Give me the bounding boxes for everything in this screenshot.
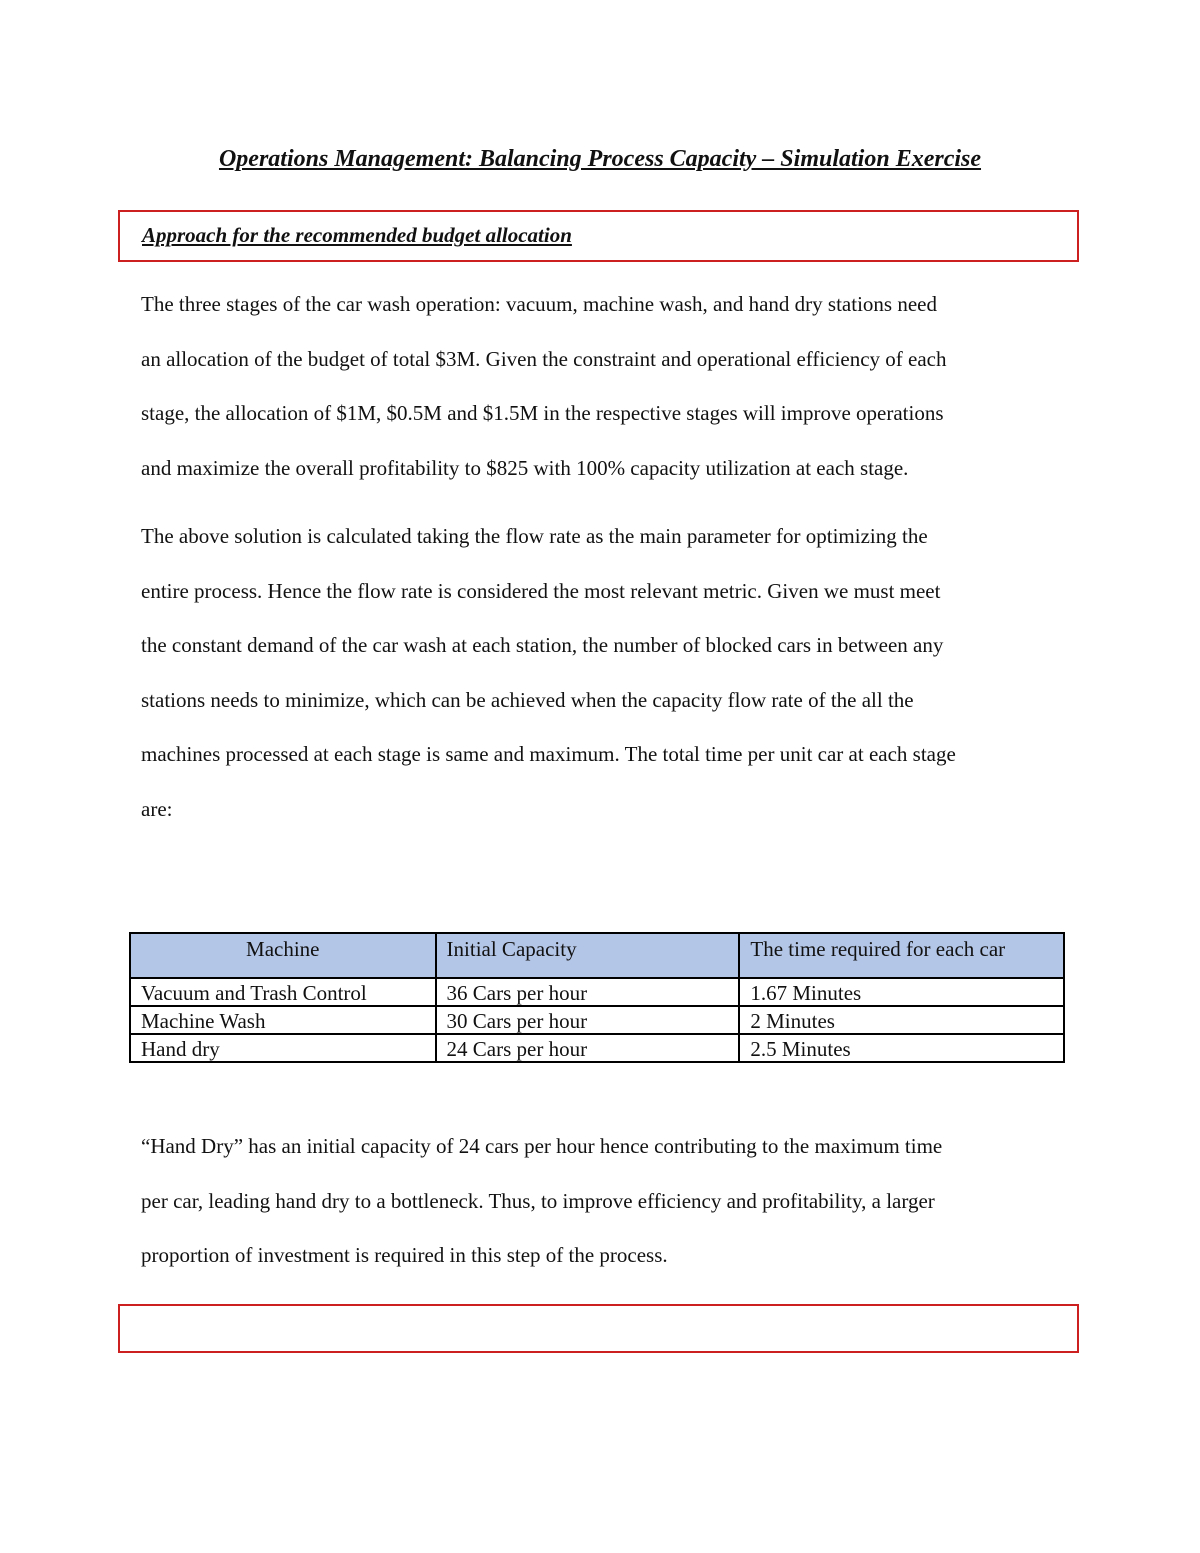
paragraph-line: stage, the allocation of $1M, $0.5M and $1.5M in the respective stages will improve operations xyxy=(141,401,944,425)
paragraph-line: The above solution is calculated taking the flow rate as the main parameter for optimizing the xyxy=(141,524,928,548)
paragraph-budget-allocation xyxy=(141,277,1066,495)
paragraph-line: are: xyxy=(141,796,173,821)
paragraph-line: an allocation of the budget of total $3M. Given the constraint and operational efficiency of each xyxy=(141,346,947,371)
section-heading: Approach for the recommended budget allocation xyxy=(142,223,572,247)
table-row xyxy=(130,1034,1064,1062)
table-header-initial-capacity: Initial Capacity xyxy=(436,933,740,978)
table-cell: 2 Minutes xyxy=(739,1006,1064,1034)
paragraph-line: proportion of investment is required in this step of the process. xyxy=(141,1243,668,1267)
paragraph-flow-rate xyxy=(141,509,1066,836)
table-row xyxy=(130,978,1064,1006)
paragraph-line: machines processed at each stage is same and maximum. The total time per unit car at each stage xyxy=(141,742,956,766)
paragraph-line: entire process. Hence the flow rate is considered the most relevant metric. Given we must meet xyxy=(141,578,941,603)
table-cell: 2.5 Minutes xyxy=(739,1034,1064,1062)
table-header-time-required: The time required for each car xyxy=(739,933,1064,978)
empty-heading-box xyxy=(118,1304,1079,1353)
paragraph-line: per car, leading hand dry to a bottleneck. Thus, to improve efficiency and profitability, a larger xyxy=(141,1188,935,1213)
paragraph-line: “Hand Dry” has an initial capacity of 24 cars per hour hence contributing to the maximum time xyxy=(141,1134,943,1158)
paragraph-line: and maximize the overall profitability to $825 with 100% capacity utilization at each stage. xyxy=(141,455,909,480)
document-title: Operations Management: Balancing Process Capacity – Simulation Exercise xyxy=(218,146,982,172)
capacity-table xyxy=(129,932,1065,1063)
paragraph-bottleneck xyxy=(141,1119,1066,1283)
table-cell: Machine Wash xyxy=(130,1006,436,1034)
table-header-row xyxy=(130,933,1064,978)
table-cell: Vacuum and Trash Control xyxy=(130,978,436,1006)
paragraph-line: The three stages of the car wash operation: vacuum, machine wash, and hand dry stations need xyxy=(141,292,937,316)
table-row xyxy=(130,1006,1064,1034)
table-cell: 30 Cars per hour xyxy=(436,1006,740,1034)
table-cell: Hand dry xyxy=(130,1034,436,1062)
section-heading-box xyxy=(118,210,1079,262)
table-cell: 36 Cars per hour xyxy=(436,978,740,1006)
paragraph-line: the constant demand of the car wash at each station, the number of blocked cars in between any xyxy=(141,633,944,657)
table-header-machine: Machine xyxy=(130,933,436,978)
paragraph-line: stations needs to minimize, which can be achieved when the capacity flow rate of the all the xyxy=(141,687,914,712)
table-cell: 24 Cars per hour xyxy=(436,1034,740,1062)
table-cell: 1.67 Minutes xyxy=(739,978,1064,1006)
